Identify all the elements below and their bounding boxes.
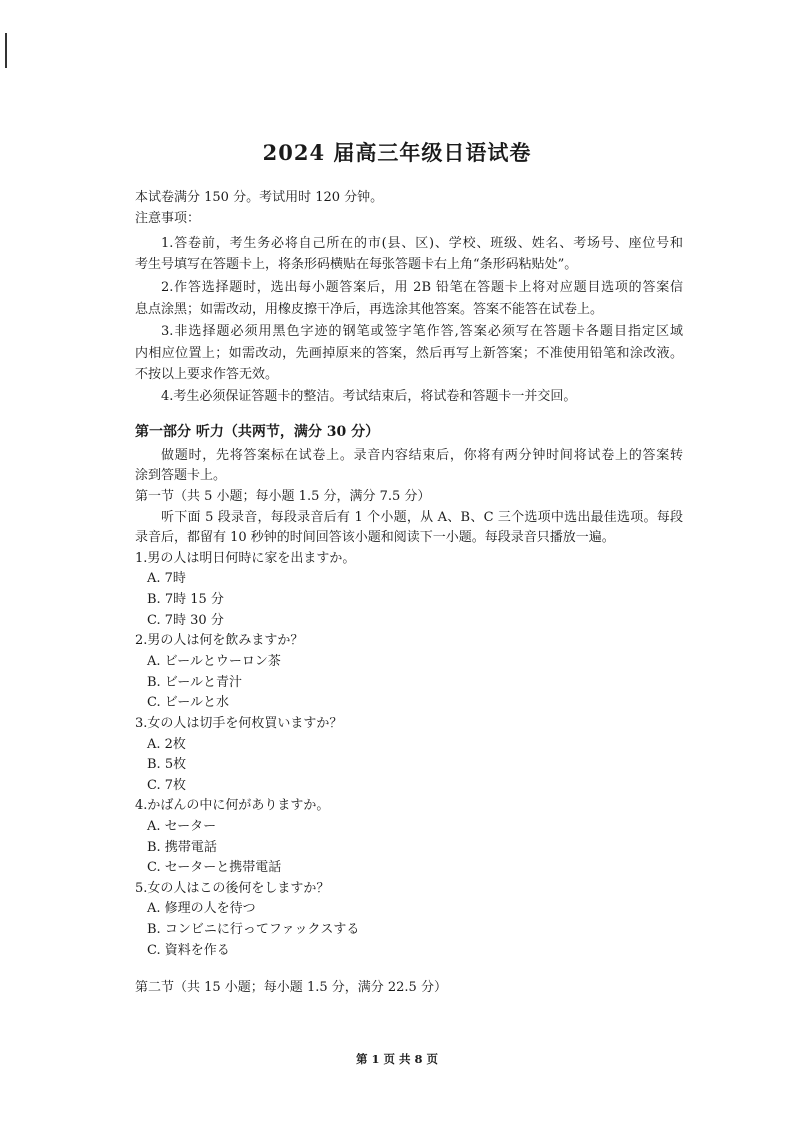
answer-option: A. セーター — [147, 819, 217, 834]
answer-option: A. 修理の人を待つ — [147, 901, 256, 916]
answer-option: C. 7時 30 分 — [147, 613, 224, 628]
notice-line: 3.非选择题必须用黑色字迹的钢笔或签字笔作答,答案必须写在答题卡各题目指定区域 — [161, 324, 683, 339]
part1-instruction: 做题时，先将答案标在试卷上。录音内容结束后，你将有两分钟时间将试卷上的答案转 — [161, 448, 683, 463]
answer-option: A. 2枚 — [147, 737, 186, 752]
notice-line: 内相应位置上；如需改动，先画掉原来的答案，然后再写上新答案；不准使用铅笔和涂改液。 — [135, 346, 683, 361]
exam-intro-line: 本试卷满分 150 分。考试用时 120 分钟。 — [135, 190, 384, 205]
answer-option: A. ビールとウーロン茶 — [147, 654, 281, 669]
page-number-footer: 第 1 页 共 8 页 — [355, 1052, 439, 1066]
section1-instruction: 录音后，都留有 10 秒钟的时间回答该小题和阅读下一小题。每段录音只播放一遍。 — [135, 530, 615, 545]
question-text: 4.かばんの中に何がありますか。 — [135, 798, 330, 813]
notice-line: 4.考生必须保证答题卡的整洁。考试结束后，将试卷和答题卡一并交回。 — [161, 389, 577, 404]
question-text: 2.男の人は何を飲みますか？ — [135, 633, 304, 648]
question-text: 5.女の人はこの後何をしますか？ — [135, 881, 330, 896]
notice-line: 考生号填写在答题卡上，将条形码横贴在每张答题卡右上角“条形码粘贴处”。 — [135, 257, 578, 272]
part1-instruction: 涂到答题卡上。 — [135, 468, 227, 483]
answer-option: B. 5枚 — [147, 757, 187, 772]
question-text: 3.女の人は切手を何枚買いますか？ — [135, 716, 343, 731]
answer-option: C. 7枚 — [147, 778, 187, 793]
notice-line: 2.作答选择题时，选出每小题答案后，用 2B 铅笔在答题卡上将对应题目选项的答案信 — [161, 280, 683, 295]
answer-option: C. セーターと携帯電話 — [147, 860, 282, 875]
notice-line: 息点涂黑；如需改动，用橡皮擦干净后，再选涂其他答案。答案不能答在试卷上。 — [135, 302, 604, 317]
answer-option: B. 7時 15 分 — [147, 592, 224, 607]
notice-line: 不按以上要求作答无效。 — [135, 367, 279, 382]
answer-option: B. コンビニに行ってファックスする — [147, 922, 360, 937]
answer-option: B. 携帯電話 — [147, 840, 217, 855]
notice-heading: 注意事项： — [135, 211, 201, 226]
section1-heading: 第一节（共 5 小题；每小题 1.5 分，满分 7.5 分） — [135, 489, 431, 504]
answer-option: C. ビールと水 — [147, 695, 229, 710]
answer-option: B. ビールと青汁 — [147, 675, 243, 690]
question-text: 1.男の人は明日何時に家を出ますか。 — [135, 551, 356, 566]
section2-heading: 第二节（共 15 小题；每小题 1.5 分，满分 22.5 分） — [135, 980, 447, 995]
notice-line: 1.答卷前，考生务必将自己所在的市(县、区)、学校、班级、姓名、考场号、座位号和 — [161, 236, 683, 251]
exam-title: 2024 届高三年级日语试卷 — [262, 140, 532, 165]
part1-heading: 第一部分 听力（共两节，满分 30 分） — [135, 424, 380, 440]
answer-option: A. 7時 — [147, 571, 186, 586]
answer-option: C. 資料を作る — [147, 943, 230, 958]
section1-instruction: 听下面 5 段录音，每段录音后有 1 个小题，从 A、B、C 三个选项中选出最佳选项。每段 — [161, 510, 683, 525]
